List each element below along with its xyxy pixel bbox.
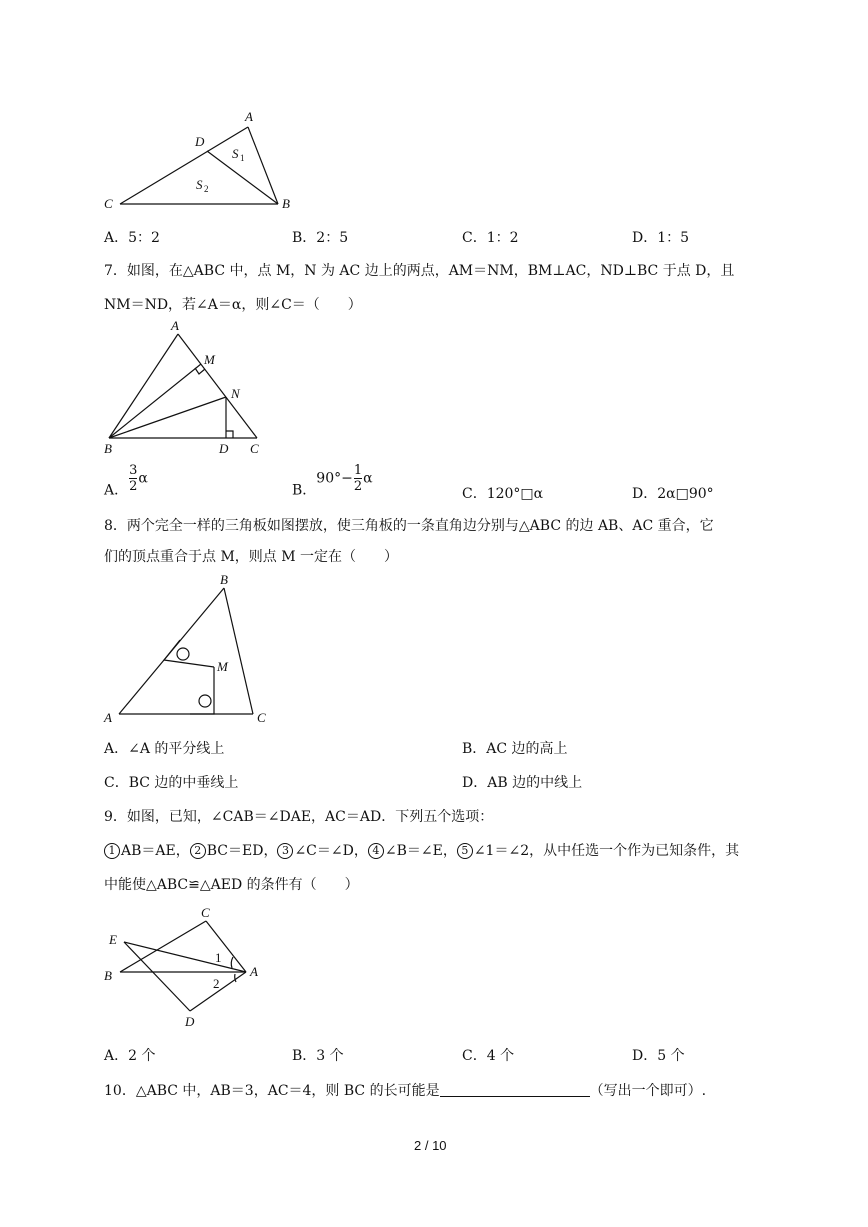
q6-label-d: D xyxy=(195,134,205,149)
q7-label-n: N xyxy=(231,386,240,401)
q6-option-d[interactable]: D．1：5 xyxy=(632,230,690,246)
q7-segment-bm xyxy=(109,364,201,438)
q8-triangle-board-lower xyxy=(190,667,214,714)
q7-segment-ac xyxy=(178,334,257,438)
q9-conditions xyxy=(104,840,739,860)
q6-label-s1-sub: 1 xyxy=(240,153,245,163)
q9-condition-2: 2 BC＝ED， xyxy=(190,843,278,859)
q9-label-a: A xyxy=(250,964,258,979)
q9-condition-3: 3 ∠C＝∠D， xyxy=(277,843,367,859)
q8-label-m: M xyxy=(217,659,228,674)
q7-option-a[interactable]: A． $\frac{3}{2}$ α xyxy=(104,463,148,499)
q9-label-e: E xyxy=(109,932,117,947)
q8-label-a: A xyxy=(104,710,112,725)
q9-label-angle-1: 1 xyxy=(215,950,222,965)
q9-condition-4: 4 ∠B＝∠E， xyxy=(368,843,457,859)
q6-label-s2-sub: 2 xyxy=(204,184,209,194)
q6-label-s1: S xyxy=(232,146,239,161)
q9-angle-2-arc xyxy=(235,974,236,982)
page-number: 2 / 10 xyxy=(414,1138,447,1153)
q7-right-angle-d xyxy=(226,431,233,438)
q8-figure xyxy=(95,568,280,728)
q9-condition-1: 1 AB＝AE， xyxy=(104,843,190,859)
q9-condition-3-mark: 3 xyxy=(277,843,293,859)
q7-stem-line2: NM＝ND，若∠A＝α，则∠C＝（ ） xyxy=(104,297,362,313)
q6-label-s2: S xyxy=(196,177,203,192)
q7-label-d: D xyxy=(219,441,229,456)
q7-option-d[interactable]: D．2α□90° xyxy=(632,486,714,502)
q9-option-c[interactable]: C．4 个 xyxy=(462,1048,515,1064)
q8-option-d[interactable]: D．AB 边的中线上 xyxy=(462,775,583,791)
q9-condition-5: 5 ∠1＝∠2，从中任选一个作为已知条件，其 xyxy=(457,843,739,859)
q7-label-c: C xyxy=(250,441,259,456)
q7-segment-bn xyxy=(109,397,226,438)
q9-condition-5-mark: 5 xyxy=(457,843,473,859)
q7-label-b: B xyxy=(104,441,112,456)
q7-stem-line1: 7．如图，在△ABC 中，点 M，N 为 AC 边上的两点，AM＝NM，BM⊥AC，ND⊥BC 于点 D，且 xyxy=(104,263,735,279)
q7-label-m: M xyxy=(204,352,215,367)
q8-option-b[interactable]: B．AC 边的高上 xyxy=(462,741,568,757)
q8-stem-line1: 8．两个完全一样的三角板如图摆放，使三角板的一条直角边分别与△ABC 的边 AB、AC 重合，它 xyxy=(104,518,714,534)
q6-option-b[interactable]: B．2：5 xyxy=(292,230,349,246)
q6-option-c[interactable]: C．1：2 xyxy=(462,230,519,246)
q7-label-a: A xyxy=(171,318,179,333)
q7-option-a-fraction: $\frac{3}{2}$ xyxy=(129,463,138,494)
q9-stem-line1: 9．如图，已知，∠CAB＝∠DAE，AC＝AD．下列五个选项： xyxy=(104,809,494,825)
q7-segment-ba xyxy=(109,334,178,438)
q7-option-c[interactable]: C．120°□α xyxy=(462,486,544,502)
q9-segment-ca xyxy=(206,921,246,972)
q6-label-c: C xyxy=(104,196,113,211)
q10-answer-blank[interactable] xyxy=(440,1082,590,1097)
q9-figure xyxy=(95,902,270,1032)
q10-stem: 10．△ABC 中，AB＝3，AC＝4，则 BC 的长可能是 （写出一个即可）. xyxy=(104,1083,707,1099)
q8-stem-line2: 们的顶点重合于点 M，则点 M 一定在（ ） xyxy=(104,549,399,565)
q9-label-angle-2: 2 xyxy=(213,976,220,991)
q9-option-b[interactable]: B．3 个 xyxy=(292,1048,344,1064)
q8-option-a[interactable]: A．∠A 的平分线上 xyxy=(104,741,225,757)
q9-stem-line3: 中能使△ABC≌△AED 的条件有（ ） xyxy=(104,877,359,893)
q6-label-b: B xyxy=(282,196,290,211)
q9-segment-bc xyxy=(120,921,206,972)
q6-segment-ca xyxy=(120,127,248,204)
q9-label-c: C xyxy=(201,905,210,920)
q7-option-b[interactable]: B．90°− $\frac{1}{2}$ α xyxy=(292,463,373,499)
q6-figure xyxy=(95,105,305,217)
q9-label-b: B xyxy=(104,968,112,983)
q7-right-angle-m xyxy=(195,368,205,374)
q8-board-hole-upper xyxy=(177,648,189,660)
q8-option-c[interactable]: C．BC 边的中垂线上 xyxy=(104,775,239,791)
q8-segment-bc xyxy=(224,588,253,714)
q7-figure xyxy=(95,318,270,460)
q8-board-hole-lower xyxy=(199,695,211,707)
q9-option-d[interactable]: D．5 个 xyxy=(632,1048,685,1064)
q9-segment-ed xyxy=(124,942,190,1011)
q8-label-c: C xyxy=(257,710,266,725)
q9-segment-ea xyxy=(124,942,246,972)
q9-angle-1-arc xyxy=(231,957,233,968)
q6-option-a[interactable]: A．5：2 xyxy=(104,230,160,246)
q8-label-b: B xyxy=(220,572,228,587)
q7-option-b-fraction: $\frac{1}{2}$ xyxy=(353,463,363,494)
q9-option-a[interactable]: A．2 个 xyxy=(104,1048,156,1064)
q9-condition-2-mark: 2 xyxy=(190,843,206,859)
q6-label-a: A xyxy=(245,109,253,124)
q9-label-d: D xyxy=(185,1014,195,1029)
q9-condition-1-mark: 1 xyxy=(104,843,120,859)
q9-condition-4-mark: 4 xyxy=(368,843,384,859)
